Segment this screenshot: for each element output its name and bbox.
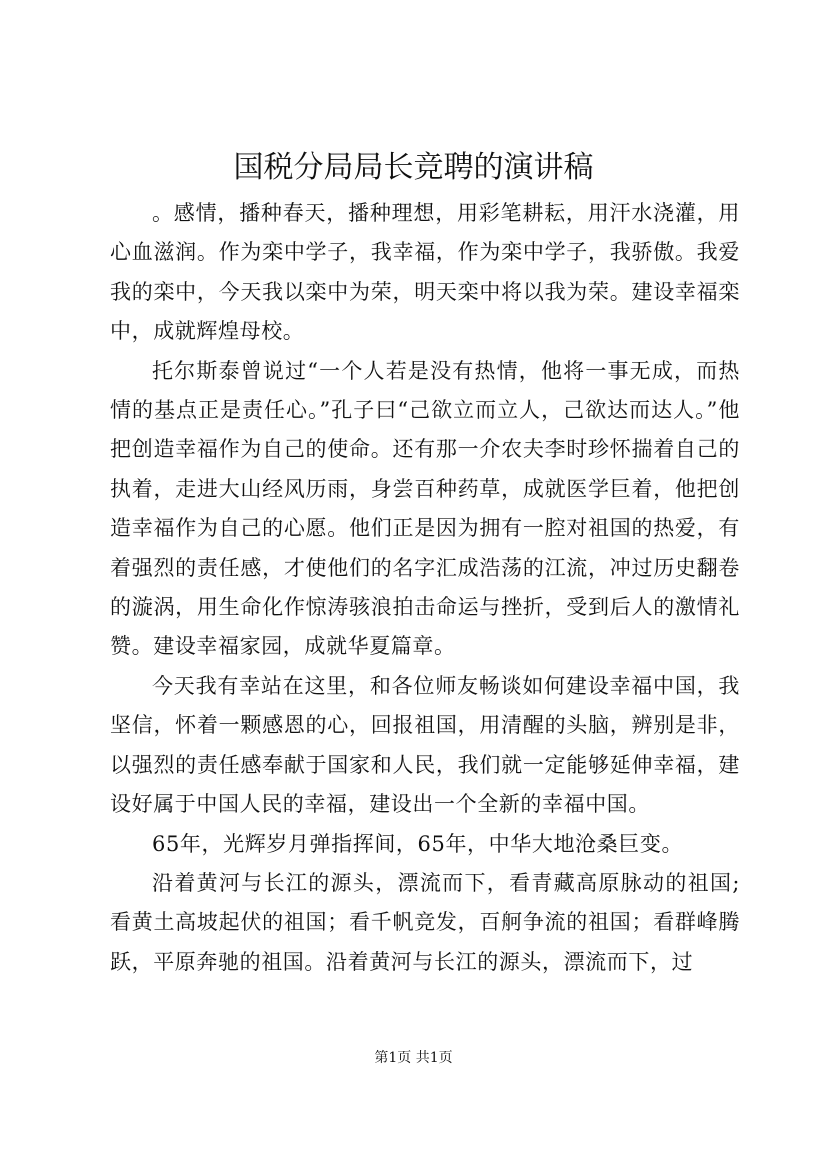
document-body <box>110 194 740 982</box>
paragraph: 沿着黄河与长江的源头，漂流而下，看青藏高原脉动的祖国;看黄土高坡起伏的祖国；看千帆竞发，百舸争流的祖国；看群峰腾跃，平原奔驰的祖国。沿着黄河与长江的源头，漂流而下，过 <box>110 870 740 974</box>
paragraph: 65年，光辉岁月弹指挥间，65年，中华大地沧桑巨变。 <box>152 831 684 856</box>
page-footer: 第1页 共1页 <box>374 1050 453 1066</box>
paragraph: 今天我有幸站在这里，和各位师友畅谈如何建设幸福中国，我坚信，怀着一颗感恩的心，回报祖国，用清醒的头脑，辨别是非，以强烈的责任感奉献于国家和人民，我们就一定能够延伸幸福，建设好属于中国人民的幸福，建设出一个全新的幸福中国。 <box>110 673 740 817</box>
paragraph: 托尔斯泰曾说过“一个人若是没有热情，他将一事无成，而热情的基点正是责任心。”孔子曰“己欲立而立人，己欲达而达人。”他把创造幸福作为自己的使命。还有那一介农夫李时珍怀揣着自己的执着，走进大山经风历雨，身尝百种药草，成就医学巨着，他把创造幸福作为自己的心愿。他们正是因为拥有一腔对祖国的热爱，有着强烈的责任感，才使他们的名字汇成浩荡的江流，冲过历史翻卷的漩涡，用生命化作惊涛骇浪拍击命运与挫折，受到后人的激情礼赞。建设幸福家园，成就华夏篇章。 <box>110 358 740 659</box>
paragraph: 。感情，播种春天，播种理想，用彩笔耕耘，用汗水浇灌，用心血滋润。作为栾中学子，我幸福，作为栾中学子，我骄傲。我爱我的栾中，今天我以栾中为荣，明天栾中将以我为荣。建设幸福栾中，成就辉煌母校。 <box>110 201 740 344</box>
document-title: 国税分局局长竞聘的演讲稿 <box>233 150 594 185</box>
